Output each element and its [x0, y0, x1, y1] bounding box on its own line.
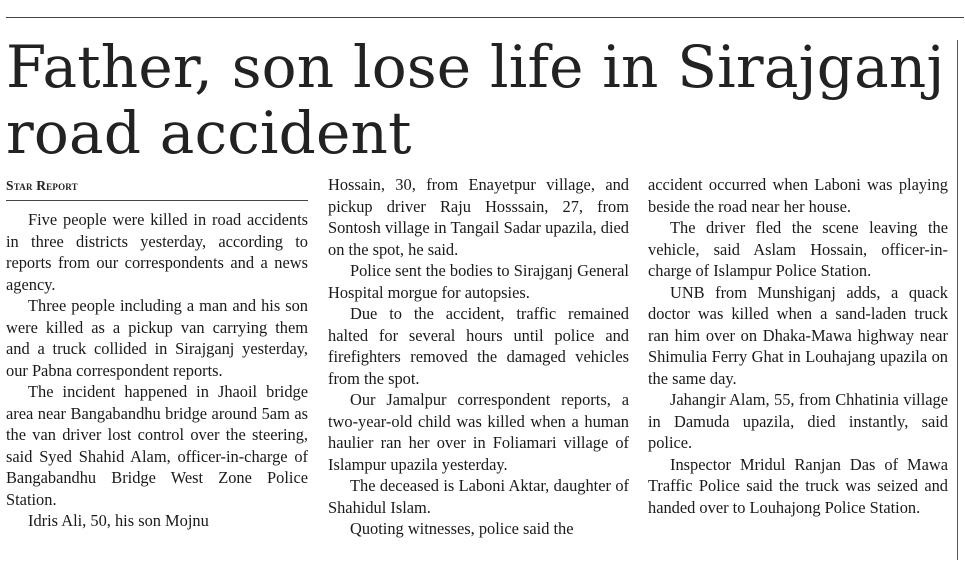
article-column-1: [6, 209, 308, 532]
paragraph: Due to the accident, traffic remained halted for several hours until police and firefighters removed the damaged vehicles from the spot.: [328, 304, 629, 388]
paragraph: Idris Ali, 50, his son Mojnu: [28, 511, 209, 530]
top-rule: [6, 17, 964, 18]
paragraph: The deceased is Laboni Aktar, daughter of Shahidul Islam.: [328, 476, 629, 517]
paragraph: Quoting witnesses, police said the: [350, 519, 574, 538]
paragraph: Jahangir Alam, 55, from Chhatinia village in Damuda upazila, died instantly, said police.: [648, 390, 948, 452]
paragraph: Five people were killed in road accidents in three districts yesterday, according to reports from our correspondents and a news agency.: [6, 210, 308, 294]
article-column-3: [648, 174, 948, 518]
column-edge-rule: [957, 40, 958, 560]
paragraph: The driver fled the scene leaving the vehicle, said Aslam Hossain, officer-in-charge of Islampur Police Station.: [648, 218, 948, 280]
article-column-2: [328, 174, 629, 540]
paragraph-continued: Hossain, 30, from Enayetpur village, and pickup driver Raju Hosssain, 27, from Sontosh village in Tangail Sadar upazila, died on the spot, he said.: [328, 175, 629, 259]
paragraph-continued: accident occurred when Laboni was playing beside the road near her house.: [648, 175, 948, 216]
paragraph: Three people including a man and his son were killed as a pickup van carrying them and a truck collided in Sirajganj yesterday, our Pabna correspondent reports.: [6, 296, 308, 380]
headline: Father, son lose life in Sirajganj road accident: [6, 33, 945, 167]
paragraph: The incident happened in Jhaoil bridge area near Bangabandhu bridge around 5am as the van driver lost control over the steering, said Syed Shahid Alam, officer-in-charge of Bangabandhu Bridge West Zone Police Station.: [6, 382, 308, 509]
byline: Star Report: [6, 178, 78, 193]
paragraph: Inspector Mridul Ranjan Das of Mawa Traffic Police said the truck was seized and handed over to Louhajong Police Station.: [648, 454, 948, 517]
byline-rule: [6, 200, 308, 201]
paragraph: Our Jamalpur correspondent reports, a two-year-old child was killed when a human haulier ran her over in Foliamari village of Islampur upazila yesterday.: [328, 390, 629, 474]
paragraph: Police sent the bodies to Sirajganj General Hospital morgue for autopsies.: [328, 261, 629, 302]
paragraph: UNB from Munshiganj adds, a quack doctor was killed when a sand-laden truck ran him over on Dhaka-Mawa highway near Shimulia Ferry Ghat in Louhajang upazila on the same day.: [648, 282, 948, 388]
